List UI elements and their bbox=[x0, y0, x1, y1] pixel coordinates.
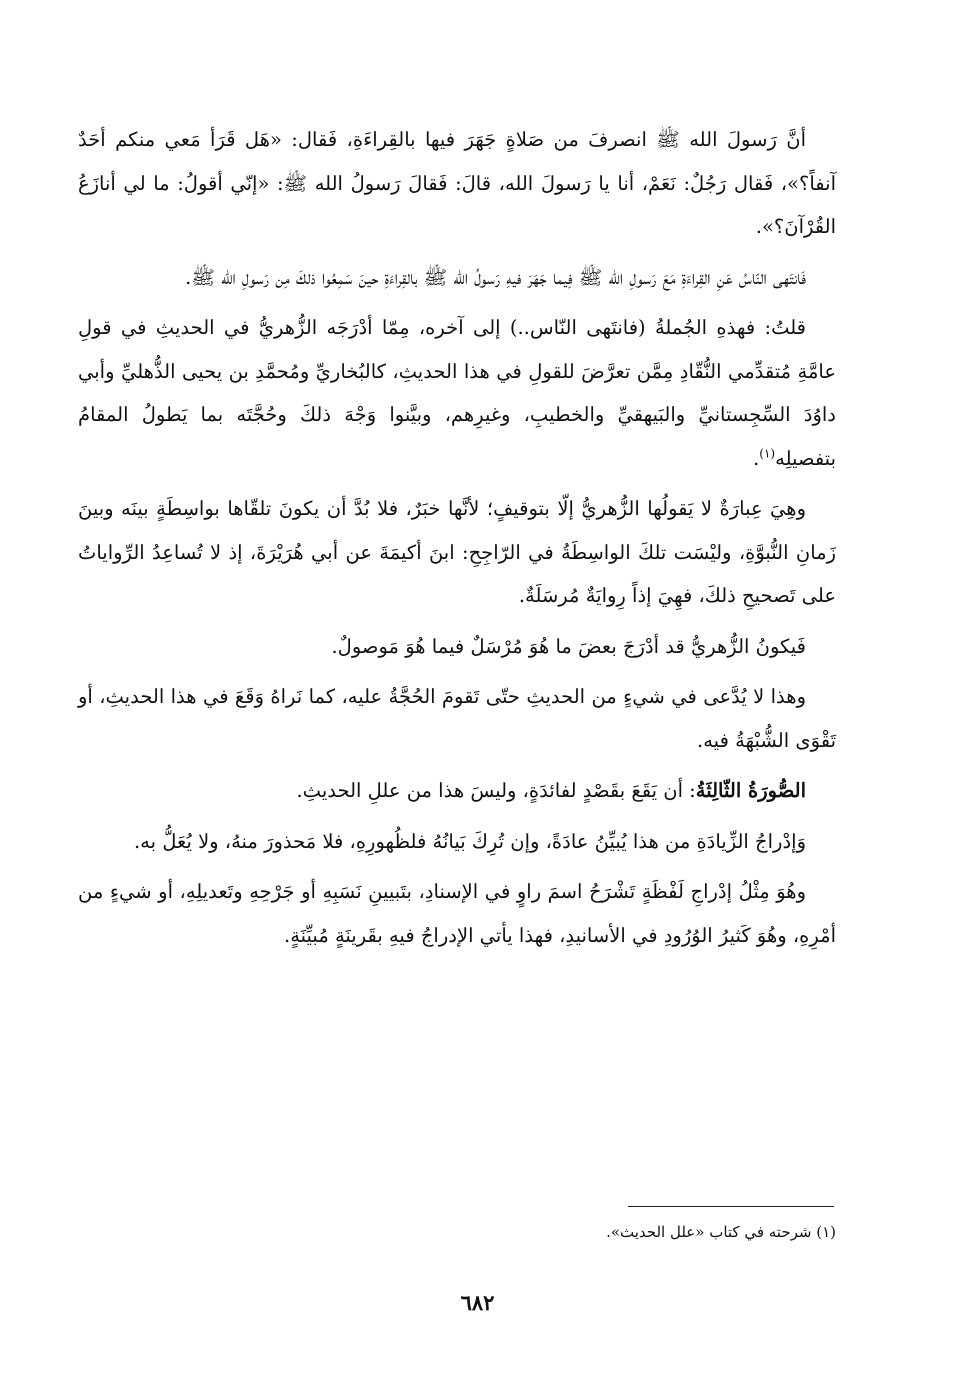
paragraph: وهذا لا يُدَّعى في شيءٍ من الحديثِ حتّى تَقومَ الحُجَّةُ عليه، كما نَراهُ وَقَعَ في هذا الحديثِ، أو تَقْوَى الشُّبْهَةُ فيه. bbox=[78, 685, 836, 752]
footnote-divider bbox=[628, 1206, 834, 1207]
paragraph-third-form: الصُّورَةُ الثّالِثَةُ: أن يَقَعَ بقَصْدٍ لفائدَةٍ، وليسَ هذا من عللِ الحديثِ. bbox=[296, 779, 806, 802]
footnote: (١) شرحته في كتاب «علل الحديث». bbox=[606, 1223, 836, 1241]
paragraph: وَإدْراجُ الزِّيادَةِ من هذا يُبيِّنُ عادَةً، وإن تُرِكَ بَيانُهُ فلظُهورِهِ، فلا مَحذورَ منهُ، ولا يُعَلُّ به. bbox=[133, 829, 806, 853]
footnote-reference[interactable]: (١) bbox=[759, 446, 776, 460]
paragraph: أنَّ رَسولَ الله ﷺ انصرفَ من صَلاةٍ جَهَرَ فيها بالقِراءَةِ، فَقال: «هَل قَرَأ مَعي منكم أحَدٌ آنفاً؟»، فَقال رَجُلٌ: نَعَمْ، أنا يا رَسولَ الله، قالَ: فَقالَ رَسولُ الله ﷺ: «إنّي أقولُ: ما لي أنازَعُ القُرْآنَ؟». bbox=[78, 128, 836, 238]
paragraph: وهِيَ عِبارَةٌ لا يَقولُها الزُّهريُّ إلّا بتوقيفٍ؛ لأنَّها خبَرٌ، فلا بُدَّ أن يكونَ تلقّاها بواسِطَةٍ بينَه وبينَ زَمانِ النُّبوَّةِ، وليْسَت تلكَ الواسِطَةُ في الرّاجِحِ: ابنَ أكيمَةَ عن أبي هُرَيْرَةَ، إذ لا تُساعِدُ الرِّواياتُ على تَصحيحِ ذلكَ، فهِيَ إذاً رِوايَةٌ مُرسَلَةٌ. bbox=[78, 497, 836, 607]
paragraph-text: أن يَقَعَ بقَصْدٍ لفائدَةٍ، وليسَ هذا من عللِ الحديثِ. bbox=[296, 779, 683, 802]
paragraph: وهُوَ مِثْلُ إدْراجِ لَفْظَةٍ تَشْرَحُ اسمَ راوٍ في الإسنادِ، بتَبيينِ نَسَبِهِ أو جَرْحِهِ وتَعديلِهِ، أو شيءٍ من أمْرِهِ، وهُوَ كَثيرُ الوُرُودِ في الأسانيدِ، فهذا يأتي الإدراجُ فيهِ بقَرينَةٍ مُبيِّنَةٍ. bbox=[78, 880, 836, 947]
section-heading: الصُّورَةُ الثّالِثَةُ bbox=[695, 779, 806, 802]
paragraph: فَانتَهى النّاسُ عَنِ القِراءَةِ مَعَ رَسولِ الله ﷺ فِيما جَهَرَ فيهِ رَسولُ الله ﷺ بالقِراءَةِ حينَ سَمِعُوا ذلكَ مِن رَسولِ الله ﷺ. bbox=[185, 265, 806, 289]
paragraph: فَيكونُ الزُّهريُّ قد أدْرَجَ بعضَ ما هُوَ مُرْسَلٌ فيما هُوَ مَوصولٌ. bbox=[331, 634, 806, 658]
paragraph-with-footnote: قلتُ: فهذهِ الجُملةُ (فانتَهى النّاس..) إلى آخره، مِمّا أدْرَجَه الزُّهريُّ في الحديثِ في قولِ عامَّةِ مُتقدِّمي النُّقّادِ مِمَّن تعرَّضَ للقولِ في هذا الحديثِ، كالبُخاريِّ ومُحمَّدِ بن يحيى الذُّهليِّ وأبي داوُدَ السِّجِستانيِّ والبَيهقيِّ والخطيبِ، وغيرِهم، وبيَّنوا وَجْهَ ذلكَ وحُجَّتَه بما يَطولُ المقامُ بتفصيلِه$^{(١)}$. bbox=[78, 316, 836, 470]
main-text bbox=[78, 118, 836, 964]
paragraph-text: قلتُ: فهذهِ الجُملةُ (فانتَهى النّاس..) إلى آخره، مِمّا أدْرَجَه الزُّهريُّ في الحديثِ في قولِ عامَّةِ مُتقدِّمي النُّقّادِ مِمَّن تعرَّضَ للقولِ في هذا الحديثِ، كالبُخاريِّ ومُحمَّدِ بن يحيى الذُّهليِّ وأبي داوُدَ السِّجِستانيِّ والبَيهقيِّ والخطيبِ، وغيرِهم، وبيَّنوا وَجْهَ ذلكَ وحُجَّتَه بما يَطولُ المقامُ بتفصيلِه bbox=[78, 316, 836, 470]
page-number: ٦٨٢ bbox=[460, 1290, 495, 1315]
